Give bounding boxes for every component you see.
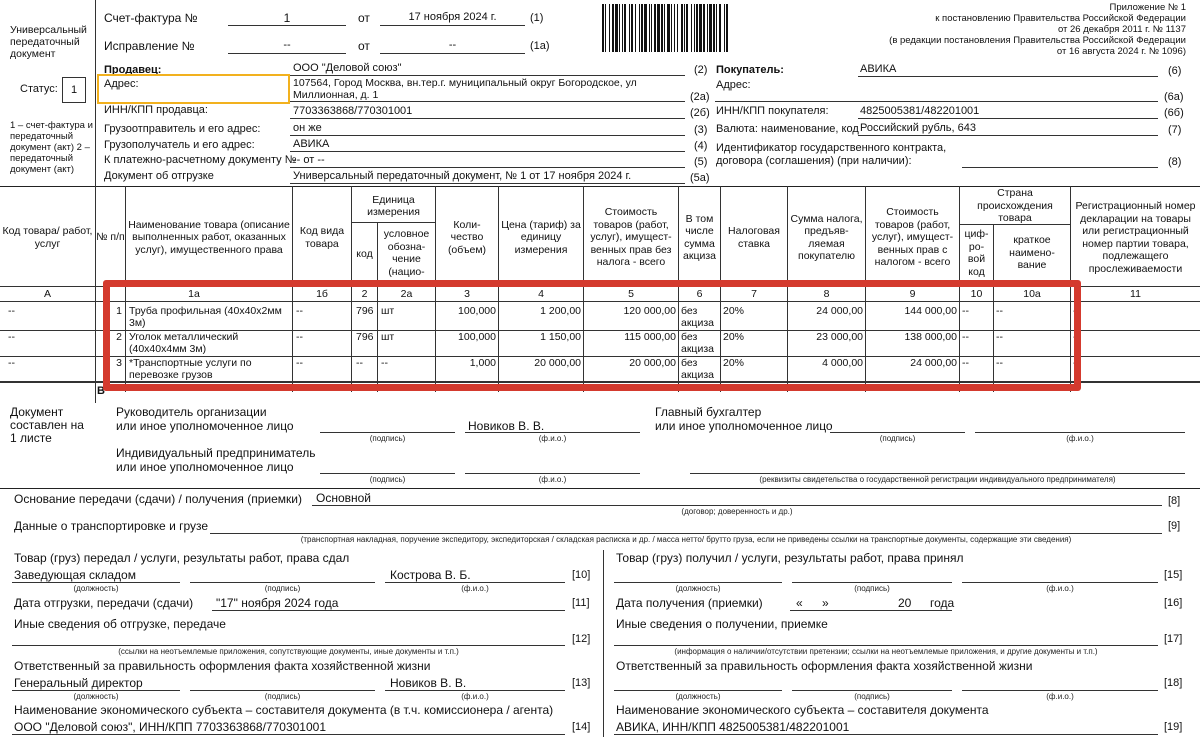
ref-13: [13] xyxy=(572,677,591,689)
transport-ref: [9] xyxy=(1168,520,1181,532)
ref-17: [17] xyxy=(1164,633,1183,645)
ref-15: [15] xyxy=(1164,569,1183,581)
buyer-address-ref: (6а) xyxy=(1164,91,1184,103)
shipdoc-value[interactable]: Универсальный передаточный документ, № 1 от 17 ноября 2024 г. xyxy=(293,170,632,182)
index-cell: 11 xyxy=(1130,288,1141,300)
seller-inn[interactable]: 7703363868/770301001 xyxy=(293,105,413,117)
index-cell: 4 xyxy=(538,288,544,300)
ref-12: [12] xyxy=(572,633,591,645)
seller-address-line2[interactable]: Миллионная, д. 1 xyxy=(293,89,379,101)
th-unit-name: условное обозна- чение (нацио- xyxy=(383,228,430,278)
head-label-2: или иное уполномоченное лицо xyxy=(116,419,294,433)
correction-from-label: от xyxy=(358,39,370,53)
th-country-code: циф- ро- вой код xyxy=(964,228,989,278)
currency-value[interactable]: Российский рубль, 643 xyxy=(860,122,976,134)
payment-value[interactable]: -- от -- xyxy=(293,154,325,166)
barcode-image xyxy=(602,4,814,52)
left-entity[interactable]: ООО "Деловой союз", ИНН/КПП 7703363868/770301001 xyxy=(14,720,326,734)
resp-person[interactable]: Новиков В. В. xyxy=(390,676,467,690)
left-resp-label: Ответственный за правильность оформления факта хозяйственной жизни xyxy=(14,659,431,673)
handed-sign-caption: (подпись) xyxy=(264,584,301,593)
th-total: Стоимость товаров (работ, услуг), имущест- венных прав с налогом - всего xyxy=(871,206,954,269)
resp-position-caption: (должность) xyxy=(73,692,119,701)
index-cell: 6 xyxy=(696,288,703,300)
cell-uname: шт xyxy=(381,331,395,343)
ref-16: [16] xyxy=(1164,597,1183,609)
left-entity-label: Наименование экономического субъекта – составителя документа (в т.ч. комиссионера / агента) xyxy=(14,703,554,717)
cell-cost: 20 000,00 xyxy=(629,357,676,369)
index-cell: 7 xyxy=(751,288,757,300)
consignee-label: Грузополучатель и его адрес: xyxy=(104,139,255,151)
index-cell: 10а xyxy=(1023,288,1041,300)
th-num: № п/п xyxy=(96,231,125,244)
acc-label-1: Главный бухгалтер xyxy=(655,405,762,419)
basis-ref: [8] xyxy=(1168,495,1181,507)
document-type: Универсальный передаточный документ xyxy=(10,24,87,60)
shipdoc-ref: (5а) xyxy=(690,172,710,184)
cell-kind: -- xyxy=(296,357,303,369)
cell-price: 1 150,00 xyxy=(540,331,581,343)
cell-ccode: -- xyxy=(962,305,969,317)
cell-name: *Транспортные услуги по перевозке грузов xyxy=(129,357,252,381)
handed-fio-caption: (ф.и.о.) xyxy=(461,584,489,593)
table-highlight-frame xyxy=(103,280,1081,391)
th-kind: Код вида товара xyxy=(299,225,345,250)
recv-quote-close: » xyxy=(822,596,829,610)
buyer-name[interactable]: АВИКА xyxy=(860,63,897,75)
head-label-1: Руководитель организации xyxy=(116,405,267,419)
basis-caption: (договор; доверенность и др.) xyxy=(681,507,793,516)
buyer-inn-ref: (6б) xyxy=(1164,107,1184,119)
seller-address-line1[interactable]: 107564, Город Москва, вн.тер.г. муниципальный округ Богородское, ул xyxy=(293,77,637,89)
cell-code: -- xyxy=(8,357,15,369)
received-sign-caption: (подпись) xyxy=(854,584,890,593)
seller-address-label: Адрес: xyxy=(104,78,139,90)
cell-cost: 120 000,00 xyxy=(623,305,676,317)
cell-ccode: -- xyxy=(962,331,969,343)
index-cell: 1а xyxy=(188,288,200,300)
right-resp-position-caption: (должность) xyxy=(675,692,721,701)
head-sign-caption: (подпись) xyxy=(369,434,406,443)
acc-sign-caption: (подпись) xyxy=(879,434,916,443)
recv-date-field[interactable] xyxy=(790,610,952,611)
head-fio-caption: (ф.и.о.) xyxy=(538,434,567,443)
right-other-caption: (информация о наличии/отсутствии претензии; ссылки на неотъемлемые приложения, и другие документы и т.п.) xyxy=(674,647,1098,656)
cell-qty: 100,000 xyxy=(458,305,496,317)
head-name[interactable]: Новиков В. В. xyxy=(468,419,545,433)
buyer-inn[interactable]: 4825005381/482201001 xyxy=(860,105,980,117)
cell-ucode: -- xyxy=(356,357,363,369)
cell-n: 2 xyxy=(116,331,122,343)
ref-19: [19] xyxy=(1164,721,1183,733)
basis-value[interactable]: Основной xyxy=(316,491,372,505)
index-cell: 2а xyxy=(400,288,413,300)
cell-cname: -- xyxy=(996,305,1003,317)
ip-reg-caption: (реквизиты свидетельства о государственной регистрации индивидуального предпринимателя) xyxy=(759,475,1116,484)
correction-number[interactable]: -- xyxy=(283,39,291,51)
correction-ref: (1а) xyxy=(530,40,550,52)
right-resp-label: Ответственный за правильность оформления факта хозяйственной жизни xyxy=(616,659,1033,673)
cell-cost: 115 000,00 xyxy=(624,331,676,343)
ip-label-2: или иное уполномоченное лицо xyxy=(116,460,294,474)
seller-label: Продавец: xyxy=(104,64,162,76)
right-resp-sign-caption: (подпись) xyxy=(854,692,890,701)
cell-qty: 1,000 xyxy=(469,357,496,369)
cell-kind: -- xyxy=(296,305,303,317)
th-price: Цена (тариф) за единицу измерения xyxy=(501,218,581,256)
shipper-value[interactable]: он же xyxy=(293,122,322,134)
cell-tax: 24 000,00 xyxy=(816,305,863,317)
index-cell: 1б xyxy=(316,288,328,300)
cell-tax: 4 000,00 xyxy=(822,357,863,369)
handed-position-caption: (должность) xyxy=(73,584,119,593)
cell-decl: -- xyxy=(1073,305,1080,317)
contract-label-2: договора (соглашения) (при наличии): xyxy=(716,155,912,167)
received-label: Товар (груз) получил / услуги, результаты работ, права принял xyxy=(616,551,964,565)
left-other-caption: (ссылки на неотъемлемые приложения, сопутствующие документы, иные документы и т.п.) xyxy=(118,647,459,656)
left-other-label: Иные сведения об отгрузке, передаче xyxy=(14,617,226,631)
handed-position[interactable]: Заведующая складом xyxy=(14,568,136,582)
invoice-number[interactable]: 1 xyxy=(283,11,291,25)
status-note: 1 – счет-фактура и передаточный документ (акт) 2 – передаточный документ (акт) xyxy=(10,120,93,175)
index-cell: 3 xyxy=(464,288,470,300)
cell-n: 1 xyxy=(116,305,122,317)
seller-ref: (2) xyxy=(694,64,708,76)
appendix-note: Приложение № 1 к постановлению Правительства Российской Федерации от 26 декабря 2011 г. № 1137 (в редакции постановления Правительства Российской Федерации от 16 августа 2024 г. № 1096) xyxy=(889,2,1186,57)
buyer-label: Покупатель: xyxy=(716,64,784,76)
correction-date[interactable]: -- xyxy=(448,39,457,51)
th-code: Код товара/ работ, услуг xyxy=(2,225,93,250)
cell-rate: 20% xyxy=(723,357,745,369)
acc-fio-caption: (ф.и.о.) xyxy=(1066,434,1094,443)
status-label: Статус: xyxy=(20,83,58,95)
th-cost: Стоимость товаров (работ, услуг), имущест- венных прав без налога - всего xyxy=(590,206,672,269)
received-fio-caption: (ф.и.о.) xyxy=(1046,584,1074,593)
transport-label: Данные о транспортировке и грузе xyxy=(14,519,209,533)
doc-sheets: Документ составлен на 1 листе xyxy=(10,405,84,445)
invoice-label: Счет-фактура № xyxy=(104,11,198,25)
currency-label: Валюта: наименование, код xyxy=(716,123,859,135)
cell-kind: -- xyxy=(296,331,303,343)
th-tax: Сумма налога, предъяв- ляемая покупателю xyxy=(790,212,863,262)
cell-rate: 20% xyxy=(723,331,745,343)
payment-label: К платежно-расчетному документу № xyxy=(104,154,297,166)
recv-year-prefix: 20 xyxy=(898,596,912,610)
cell-qty: 100,000 xyxy=(458,331,496,343)
handed-label: Товар (груз) передал / услуги, результаты работ, права сдал xyxy=(14,551,350,565)
index-cell: А xyxy=(43,288,51,300)
ship-date-label: Дата отгрузки, передачи (сдачи) xyxy=(14,596,194,610)
ship-date[interactable]: "17" ноября 2024 года xyxy=(216,596,339,610)
invoice-from-label: от xyxy=(358,11,370,25)
th-qty: Коли- чество (объем) xyxy=(447,218,487,256)
index-cell: 2 xyxy=(361,288,368,300)
cell-price: 1 200,00 xyxy=(540,305,581,317)
cell-excise: без акциза xyxy=(681,331,714,355)
handed-person[interactable]: Кострова В. Б. xyxy=(390,568,471,582)
recv-god: года xyxy=(930,596,955,610)
total-row-label: В xyxy=(97,385,105,397)
cell-rate: 20% xyxy=(723,305,745,317)
invoice-ref: (1) xyxy=(530,12,544,24)
seller-inn-label: ИНН/КПП продавца: xyxy=(104,104,208,116)
invoice-date[interactable]: 17 ноября 2024 г. xyxy=(408,11,497,23)
cell-name: Труба профильная (40х40х2мм 3м) xyxy=(129,305,282,329)
th-unit-code: код xyxy=(356,248,373,261)
cell-total: 24 000,00 xyxy=(910,357,957,369)
cell-tax: 23 000,00 xyxy=(816,331,863,343)
consignee-ref: (4) xyxy=(694,140,708,152)
shipdoc-label: Документ об отгрузке xyxy=(104,170,214,182)
ref-10: [10] xyxy=(572,569,591,581)
resp-sign-caption: (подпись) xyxy=(264,692,301,701)
status-box[interactable]: 1 xyxy=(62,77,86,103)
cell-cname: -- xyxy=(996,357,1003,369)
cell-ucode: 796 xyxy=(356,305,374,317)
right-resp-fio-caption: (ф.и.о.) xyxy=(1046,692,1074,701)
cell-cname: -- xyxy=(996,331,1003,343)
transport-caption: (транспортная накладная, поручение экспедитору, экспедиторская / складская расписка и др. / масса нетто/ брутто груза, если не приведены ссылки на транспортные документы, содержащие эти сведения) xyxy=(300,535,1072,544)
resp-fio-caption: (ф.и.о.) xyxy=(461,692,489,701)
cell-code: -- xyxy=(8,331,15,343)
currency-ref: (7) xyxy=(1168,124,1182,136)
seller-address-ref: (2а) xyxy=(690,91,710,103)
index-cell: 10 xyxy=(970,288,983,300)
cell-decl: -- xyxy=(1073,357,1080,369)
buyer-ref: (6) xyxy=(1168,65,1182,77)
cell-price: 20 000,00 xyxy=(534,357,581,369)
index-cell: 5 xyxy=(628,288,634,300)
cell-uname: шт xyxy=(381,305,395,317)
cell-ccode: -- xyxy=(962,357,969,369)
resp-position[interactable]: Генеральный директор xyxy=(14,676,143,690)
contract-ref: (8) xyxy=(1168,156,1182,168)
ip-label-1: Индивидуальный предприниматель xyxy=(116,446,316,460)
acc-label-2: или иное уполномоченное лицо xyxy=(655,419,833,433)
th-unit: Единица измерения xyxy=(367,193,420,218)
ip-sign-caption: (подпись) xyxy=(369,475,406,484)
cell-decl: -- xyxy=(1073,331,1080,343)
th-country-name: краткое наимено- вание xyxy=(1009,234,1055,272)
ip-fio-caption: (ф.и.о.) xyxy=(538,475,567,484)
index-cell: 8 xyxy=(823,288,830,300)
cell-excise: без акциза xyxy=(681,357,714,381)
index-cell: 9 xyxy=(909,288,916,300)
correction-label: Исправление № xyxy=(104,39,195,53)
ref-18: [18] xyxy=(1164,677,1183,689)
cell-name: Уголок металлический (40х40х4мм 3м) xyxy=(129,331,239,355)
buyer-inn-label: ИНН/КПП покупателя: xyxy=(716,105,829,117)
recv-date-label: Дата получения (приемки) xyxy=(616,596,763,610)
cell-code: -- xyxy=(8,305,15,317)
basis-label: Основание передачи (сдачи) / получения (приемки) xyxy=(14,492,302,506)
th-rate: Налоговая ставка xyxy=(728,225,780,250)
cell-uname: -- xyxy=(381,357,388,369)
right-other-label: Иные сведения о получении, приемке xyxy=(616,617,828,631)
seller-name[interactable]: ООО "Деловой союз" xyxy=(293,62,402,74)
cell-excise: без акциза xyxy=(681,305,714,329)
shipper-label: Грузоотправитель и его адрес: xyxy=(104,123,261,135)
th-name: Наименование товара (описание выполненных работ, оказанных услуг), имущественного права xyxy=(128,218,290,256)
bottom-divider xyxy=(603,550,604,737)
recv-quote-open: « xyxy=(796,596,803,610)
cell-total: 138 000,00 xyxy=(904,331,957,343)
cell-ucode: 796 xyxy=(356,331,374,343)
shipper-ref: (3) xyxy=(694,124,708,136)
contract-label-1: Идентификатор государственного контракта, xyxy=(716,142,947,154)
ref-14: [14] xyxy=(572,721,591,733)
cell-n: 3 xyxy=(116,357,122,369)
received-position-caption: (должность) xyxy=(675,584,721,593)
cell-total: 144 000,00 xyxy=(904,305,957,317)
seller-inn-ref: (2б) xyxy=(690,107,710,119)
right-entity[interactable]: АВИКА, ИНН/КПП 4825005381/482201001 xyxy=(616,720,850,734)
th-country: Страна происхождения товара xyxy=(977,187,1053,225)
buyer-address-label: Адрес: xyxy=(716,79,751,91)
payment-ref: (5) xyxy=(694,156,708,168)
ref-11: [11] xyxy=(572,597,590,609)
right-entity-label: Наименование экономического субъекта – составителя документа xyxy=(616,703,989,717)
consignee-value[interactable]: АВИКА xyxy=(293,138,330,150)
th-excise: В том числе сумма акциза xyxy=(683,212,716,262)
th-decl: Регистрационный номер декларации на товары или регистрационный номер партии товара, подлежащего прослеживаемости xyxy=(1075,200,1196,275)
